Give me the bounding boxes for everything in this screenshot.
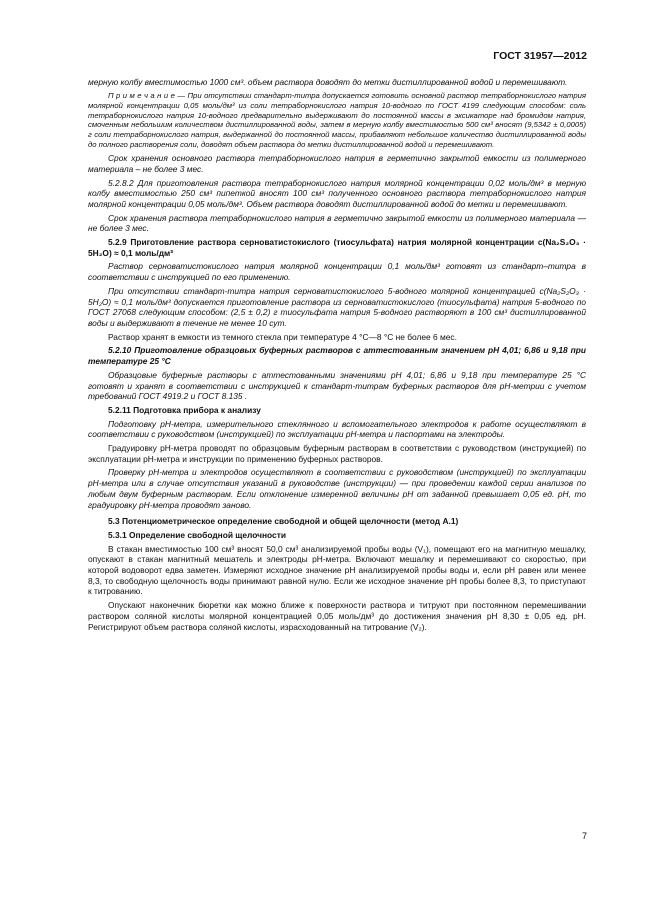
paragraph-buffers: Образцовые буферные растворы с аттестованными значениями рН 4,01; 6,86 и 9,18 при температуре 25 °С готовят и хранят в соответствии с инструкцией к стандарт-титрам буферных растворов для рН-метрии с учетом требований ГОСТ 4919.2 и ГОСТ 8.135 . [88,369,586,402]
heading-5-2-10: 5.2.10 Приготовление образцовых буферных растворов с аттестованным значением рН 4,01; 6,86 и 9,18 при температуре 25 °С [88,345,586,367]
paragraph-thiosulfate-1: Раствор серноватистокислого натрия молярной концентрации 0,1 моль/дм³ готовят из стандарт–титра в соответствии с инструкцией по его применению. [88,261,586,283]
paragraph-free-alkalinity: В стакан вместимостью 100 см³ вносят 50,0 см³ анализируемой пробы воды (V₁), помещают его на магнитную мешалку, опускают в стакан магнитный мешатель и электроды рН-метра. Включают мешалку и перемешивают со скоростью, при которой водоворот едва заметен. Измеряют исходное значение рН анализируемой пробы воды и, если рН равен или менее 8,3, то свободную щелочность воды принимают равной нулю. Если же исходное значение рН пробы более 8,3, то приступают к титрованию. [88,543,586,597]
paragraph-calibration: Градуировку рН-метра проводят по образцовым буферным растворам в соответствии с руководством (инструкцией) по эксплуатации рН-метра и инструкции по применению буферных растворов. [88,443,586,464]
heading-5-3: 5.3 Потенциометрическое определение свободной и общей щелочности (метод А.1) [108,516,459,527]
heading-5-3-1: 5.3.1 Определение свободной щелочности [108,529,286,540]
page-number: 7 [581,831,587,841]
paragraph-verification: Проверку рН-метра и электродов осуществляют в соответствии с руководством (инструкцией) по эксплуатации рН-метра или в случае отсутствия указаний в руководстве (инструкции) — при проведении каждой серии анализов по любым двум буферным растворам. Если отклонение измеренной величины рН от заданной превышает 0,05 ед. рН, то градуировку рН-метра проводят заново. [88,467,586,510]
paragraph-5-2-8-2: 5.2.8.2 Для приготовления раствора тетраборнокислого натрия молярной концентрации 0,02 моль/дм³ в мерную колбу вместимостью 250 см³ пипеткой вносят 100 см³ полученного основного раствора тетраборнокислого натрия молярной концентрации 0,05 моль/дм³. Объем раствора доводят дистиллированной водой до метки и перемешивают. [88,177,586,209]
storage-paragraph-2: Срок хранения раствора тетраборнокислого натрия в герметично закрытой емкости из полимерного материала — не более 3 мес. [88,212,586,234]
note-paragraph: П р и м е ч а н и е — При отсутствии стандарт-титра допускается готовить основной раствор тетраборнокислого натрия молярной концентрации 0,05 моль/дм³ из соли тетраборнокислого натрия 10-водного по ГОСТ 4199 следующим способом: соль тетраборнокислого натрия 10-водного предварительно выдерживают до постоянной массы в эксикаторе над бромидом натрия, смоченным небольшим количеством дистиллированной воды, затем в мерную колбу вместимостью 500 см³ вносят (9,5342 ± 0,0005) г соли тетраборнокислого натрия, выдержанной до постоянной массы, прибавляют небольшое количество дистиллированной воды до полного растворения соли, доводят объем раствора до метки дистиллированной водой и перемешивают. [88,90,586,150]
heading-5-2-11: 5.2.11 Подготовка прибора к анализу [108,404,261,415]
document-header: ГОСТ 31957—2012 [493,50,587,62]
paragraph-titration: Опускают наконечник бюретки как можно ближе к поверхности раствора и титруют при постоянном перемешивании раствором соляной кислоты молярной концентрацией 0,05 моль/дм³ до достижения значения рН 8,30 ± 0,05 ед. рН. Регистрируют объем раствора соляной кислоты, израсходованный на титрование (V₂). [88,600,586,632]
document-body [88,77,586,635]
paragraph-continuation: мерную колбу вместимостью 1000 см³. объем раствора доводят до метки дистиллированной водой и перемешивают. [88,77,568,87]
paragraph-preparation: Подготовку рН-метра, измерительного стеклянного и вспомогательного электродов к работе осуществляют в соответствии с руководством (инструкцией) по эксплуатации рН-метра и паспортами на электроды. [88,418,586,440]
heading-5-2-9: 5.2.9 Приготовление раствора серноватистокислого (тиосульфата) натрия молярной концентрации c(Na₂S₂O₃ · 5H₂O) ≈ 0,1 моль/дм³ [88,237,586,258]
paragraph-thiosulfate-2: При отсутствии стандарт-титра натрия серноватистокислого 5-водного молярной концентрацией c(Na₂S₂O₃ · 5H₂O) ≈ 0,1 моль/дм³ допускается приготовление раствора из серноватистокислого (тиосульфата) натрия 5-водного по ГОСТ 27068 следующим способом: (2,5 ± 0,2) г тиосульфата натрия 5-водного растворяют в 100 см³ дистиллированной воды и выдерживают в течение не менее 10 сут. [88,285,586,328]
paragraph-thiosulfate-storage: Раствор хранят в емкости из темного стекла при температуре 4 °С—8 °С не более 6 мес. [108,331,457,342]
storage-paragraph-1: Срок хранения основного раствора тетраборнокислого натрия в герметично закрытой емкости из полимерного материала – не более 3 мес. [88,153,586,174]
